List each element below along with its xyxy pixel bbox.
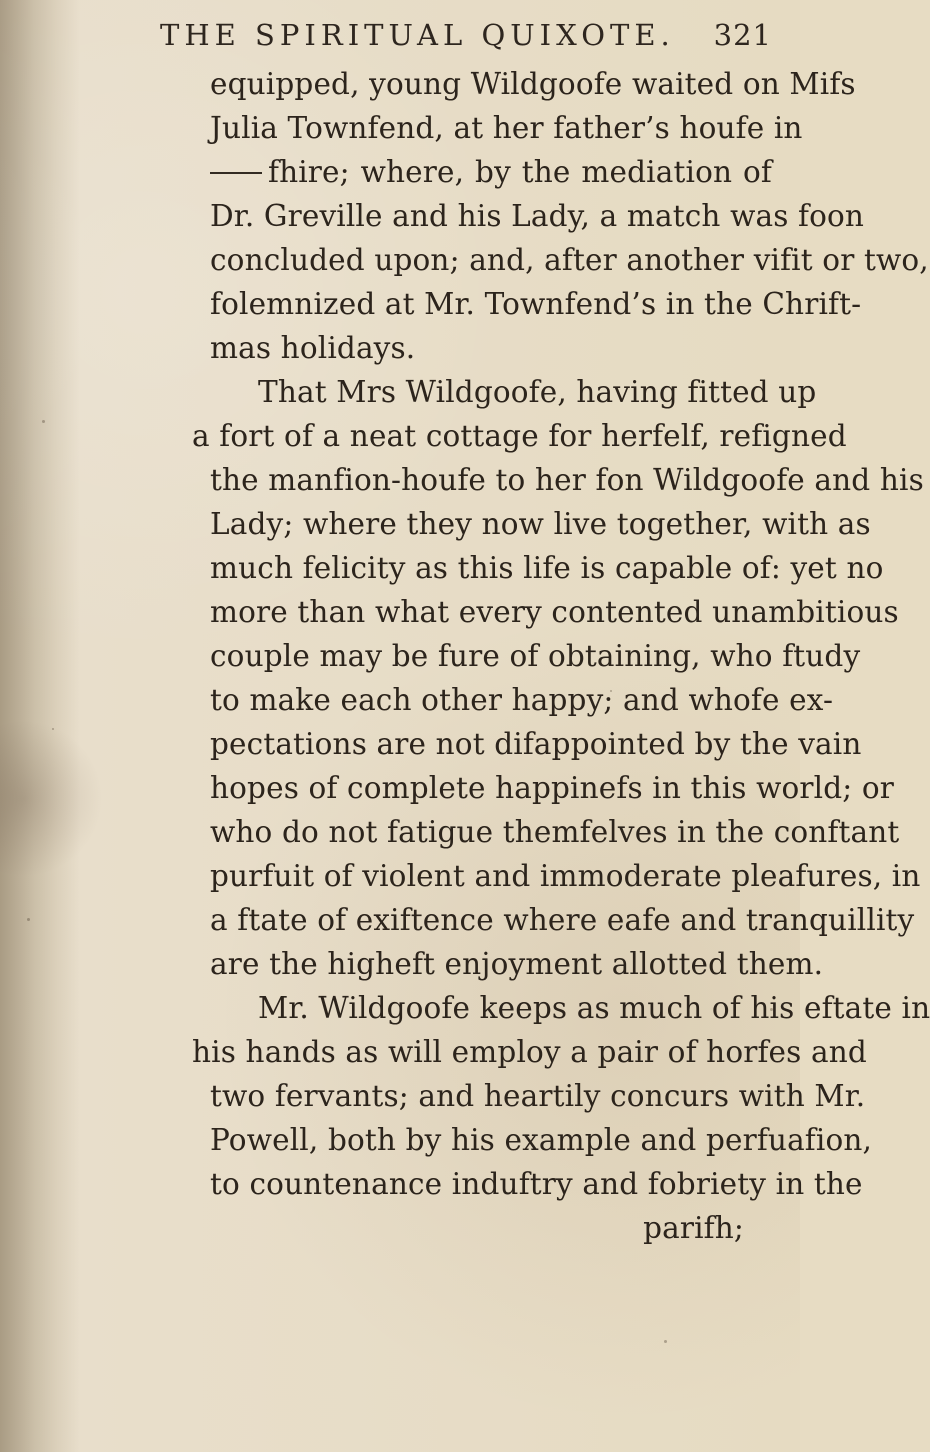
text-line: concluded upon; and, after another vifit or two, <box>210 243 929 277</box>
text-line: hopes of complete happinefs in this world; or <box>210 771 895 805</box>
text-line: Lady; where they now live together, with as <box>210 507 871 541</box>
text-line: a fort of a neat cottage for herfelf, refigned <box>192 419 847 453</box>
text-line: That Mrs Wildgoofe, having fitted up <box>258 375 817 409</box>
text-line: are the higheft enjoyment allotted them. <box>210 947 824 981</box>
text-line: mas holidays. <box>210 331 416 365</box>
text-line: two fervants; and heartily concurs with Mr. <box>210 1079 866 1113</box>
text-line: much felicity as this life is capable of: yet no <box>210 551 884 585</box>
text-line: couple may be fure of obtaining, who ftudy <box>210 639 861 673</box>
paper-speck <box>42 420 45 423</box>
paper-speck <box>27 918 30 921</box>
text-line: fhire; where, by the mediation of <box>210 150 772 194</box>
text-line: to make each other happy; and whofe ex- <box>210 683 834 717</box>
body-text <box>192 62 930 1250</box>
text-line: pectations are not difappointed by the vain <box>210 727 862 761</box>
text-line: equipped, young Wildgoofe waited on Mifs <box>210 67 856 101</box>
text-line: Powell, both by his example and perfuafion, <box>210 1123 873 1157</box>
text-line: more than what every contented unambitious <box>210 595 899 629</box>
text-line: a ftate of exiftence where eafe and tranquillity <box>210 903 915 937</box>
text-line: Dr. Greville and his Lady, a match was foon <box>210 199 865 233</box>
text-line: the manfion-houfe to her fon Wildgoofe and his <box>210 463 924 497</box>
page-gutter-shadow <box>0 0 80 1452</box>
catchword: parifh; <box>643 1211 744 1245</box>
text-line: to countenance induftry and fobriety in the <box>210 1167 863 1201</box>
paper-speck <box>664 1340 667 1343</box>
text-line: folemnized at Mr. Townfend’s in the Chrift- <box>210 287 862 321</box>
text-line: Julia Townfend, at her father’s houfe in <box>210 111 803 145</box>
page-number: 321 <box>713 18 772 52</box>
text-line: Mr. Wildgoofe keeps as much of his eftate in <box>258 991 930 1025</box>
text-line: his hands as will employ a pair of horfes and <box>192 1035 867 1069</box>
running-title: THE SPIRITUAL QUIXOTE. <box>160 18 675 52</box>
running-head <box>160 18 772 62</box>
paper-speck <box>52 728 54 730</box>
text-line: purfuit of violent and immoderate pleafures, in <box>210 859 921 893</box>
text-line: who do not fatigue themfelves in the conftant <box>210 815 900 849</box>
